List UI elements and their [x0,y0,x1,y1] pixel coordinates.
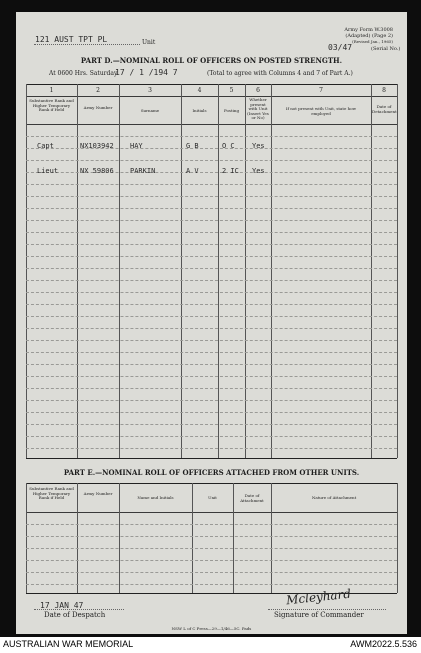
date-suffix: (Total to agree with Columns 4 and 7 of Part A.) [207,70,353,77]
row-rule [26,436,397,437]
unit-label: Unit [142,39,156,46]
col-line [371,84,372,458]
col-line [245,84,246,458]
form-page [16,12,407,634]
row-rule [26,328,397,329]
col-number: 2 [96,87,100,94]
date-value: 17 / 1 /194 7 [115,68,178,77]
e-header-army-number: Army Number [83,491,113,496]
col-header-army-number: Army Number [83,105,113,110]
col-line [271,483,272,593]
row2-surname: PARKIN [130,167,156,175]
caption-left: AUSTRALIAN WAR MEMORIAL [3,639,134,649]
col-number: 7 [319,87,323,94]
date-prefix: At 0600 Hrs. Saturday [49,70,118,77]
unit-underline [34,44,140,45]
row-rule [26,388,397,389]
col-header-surname: Surname [140,108,160,113]
e-header-unit: Unit [208,495,217,500]
col-header-present: Whether present with Unit (Insert Yes or No) [247,97,269,121]
col-number-divider [26,96,397,97]
row2-posting: 2 IC [222,167,239,175]
part-e-title: PART E.—NOMINAL ROLL OF OFFICERS ATTACHED FROM OTHER UNITS. [63,468,360,477]
col-header-detachment: Date of Detachment [372,104,397,114]
commander-signature: Mcleyhard [285,586,352,608]
row-rule [26,232,397,233]
row-rule [26,244,397,245]
row2-number: NX 59806 [80,167,114,175]
row-rule [26,376,397,377]
row-rule [26,316,397,317]
col-line [26,483,27,593]
e-header-date-attachment: Date of Attachment [240,493,264,503]
col-number: 3 [148,87,152,94]
row-rule [26,256,397,257]
col-line [181,84,182,458]
part-e-top-border [26,483,397,484]
row-rule [26,196,397,197]
row1-present: Yes [252,142,265,150]
col-line [397,84,398,458]
part-d-title: PART D.—NOMINAL ROLL OF OFFICERS ON POSTED STRENGTH. [80,56,343,65]
row-rule [26,184,397,185]
form-revised: (Revised Jan., 1965) [352,39,393,44]
col-number: 8 [382,87,386,94]
row-rule [26,136,397,137]
col-header-posting: Posting [223,108,239,113]
signature-underline [268,609,386,610]
despatch-underline [34,609,124,610]
col-line [26,84,27,458]
row-rule [26,524,397,525]
row-rule [26,412,397,413]
col-line [218,84,219,458]
row2-present: Yes [252,167,265,175]
form-id: Army Form W.3008 [344,27,393,33]
part-e-header-divider [26,512,397,513]
row-rule [26,400,397,401]
col-number: 1 [49,87,54,94]
row-rule [26,220,397,221]
row1-number: NX103942 [80,142,114,150]
e-header-name: Name and Initials [137,495,174,500]
signature-label: Signature of Commander [274,611,364,619]
col-line [192,483,193,593]
despatch-label: Date of Despatch [44,611,106,619]
col-number: 4 [197,87,202,94]
row-rule [26,448,397,449]
row-rule [26,352,397,353]
col-line [119,483,120,593]
row1-rank: Capt [37,142,54,150]
row-rule [26,280,397,281]
row-rule [26,536,397,537]
row-rule [26,548,397,549]
col-number: 5 [229,87,234,94]
row-rule [26,340,397,341]
table-bottom-border [26,458,397,459]
col-line [77,483,78,593]
caption-right: AWM2022.5.536 [350,639,417,649]
row-rule [26,364,397,365]
serial-value: 03/47 [328,43,353,52]
row-rule [26,560,397,561]
form-adapted: (Adapted) (Page 2) [345,33,393,39]
print-line: NSW L of C Press—29—1/46—5C. Pads [171,626,252,631]
row-rule [26,424,397,425]
row1-surname: HAY [130,142,143,150]
e-header-rank: Substantive Rank and Higher Temporary Rank if Held [29,486,74,501]
row-rule [26,208,397,209]
col-header-initials: Initials [192,108,207,113]
col-header-rank: Substantive Rank and Higher Temporary Rank if Held [29,98,74,113]
serial-label: (Serial No.) [371,46,401,52]
row1-initials: G B [186,142,199,150]
header-divider [26,124,397,125]
caption-bar [0,637,421,653]
despatch-date-value: 17 JAN 47 [40,601,84,610]
row2-initials: A V [186,167,199,175]
col-header-employment: If not present with Unit, state how employed [285,106,357,116]
unit-value: 121 AUST TPT PL [35,35,108,44]
row2-rank: Lieut [37,167,59,175]
row-rule [26,160,397,161]
table-top-border [26,84,397,85]
row1-posting: O C [222,142,235,150]
row-rule [26,572,397,573]
col-number: 6 [256,87,260,94]
row-rule [26,268,397,269]
e-header-nature: Nature of Attachment [311,495,357,500]
col-line [119,84,120,458]
col-line [77,84,78,458]
row-rule [26,584,397,585]
row-rule [26,292,397,293]
row-rule [26,304,397,305]
col-line [271,84,272,458]
col-line [397,483,398,593]
